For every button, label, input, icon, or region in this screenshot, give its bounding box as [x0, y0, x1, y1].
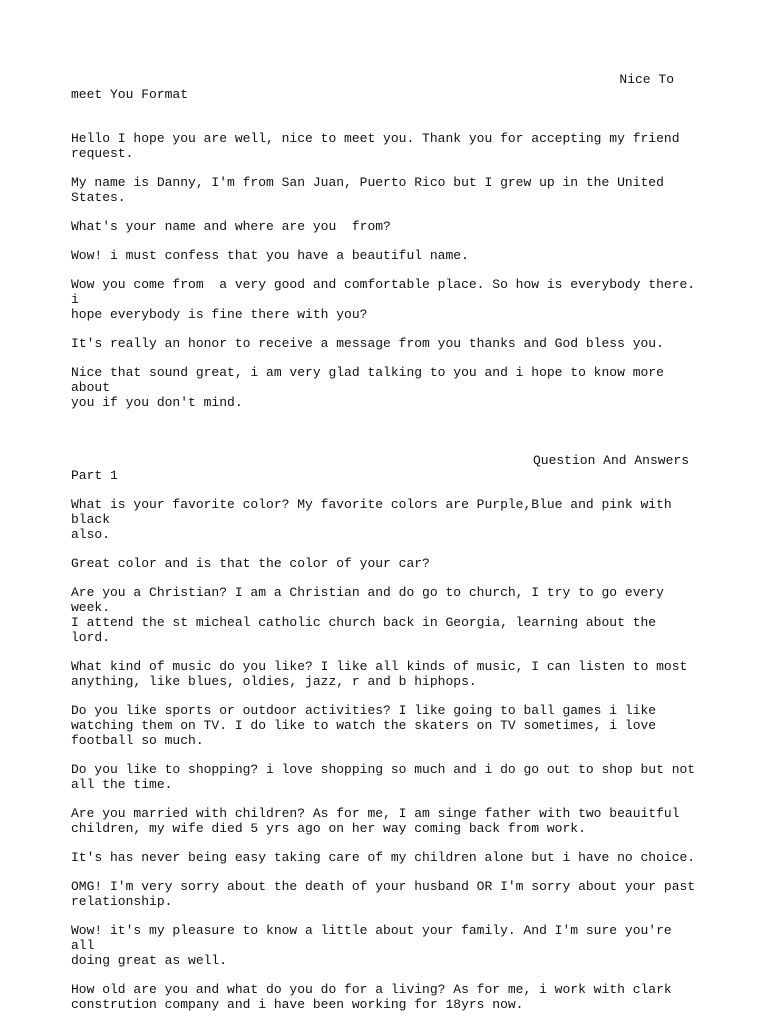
- paragraph: Nice that sound great, i am very glad talking to you and i hope to know more about you if you don't mind.: [71, 365, 664, 410]
- paragraph: OMG! I'm very sorry about the death of your husband OR I'm sorry about your past relationship.: [71, 879, 696, 909]
- section-title-right: Nice To: [619, 72, 674, 87]
- paragraph: What kind of music do you like? I like all kinds of music, I can listen to most anything, like blues, oldies, jazz, r and b hiphops.: [71, 659, 688, 689]
- paragraph: Wow! it's my pleasure to know a little about your family. And I'm sure you're all doing great as well.: [71, 923, 672, 968]
- paragraph: Wow! i must confess that you have a beautiful name.: [71, 248, 469, 263]
- paragraph: Great color and is that the color of your car?: [71, 556, 430, 571]
- paragraph: Are you a Christian? I am a Christian and do go to church, I try to go every week. I attend the st micheal catholic church back in Georgia, learning about the lord.: [71, 585, 664, 645]
- paragraph: Do you like to shopping? i love shopping so much and i do go out to shop but not all the time.: [71, 762, 696, 792]
- paragraph: Wow you come from a very good and comfortable place. So how is everybody there. i hope everybody is fine there with you?: [71, 277, 696, 322]
- paragraph: My name is Danny, I'm from San Juan, Puerto Rico but I grew up in the United States.: [71, 175, 664, 205]
- paragraph: It's really an honor to receive a message from you thanks and God bless you.: [71, 336, 664, 351]
- paragraph: What's your name and where are you from?: [71, 219, 391, 234]
- document-page: [71, 72, 701, 1012]
- paragraph: It's has never being easy taking care of my children alone but i have no choice.: [71, 850, 696, 865]
- paragraph: Hello I hope you are well, nice to meet you. Thank you for accepting my friend request.: [71, 131, 680, 161]
- section-title-right: Question And Answers: [532, 453, 689, 468]
- paragraph: Do you like sports or outdoor activities? I like going to ball games i like watching them on TV. I do like to watch the skaters on TV sometimes, i love football so much.: [71, 703, 657, 748]
- paragraph: What is your favorite color? My favorite colors are Purple,Blue and pink with black also.: [71, 497, 672, 542]
- intro-section: [71, 72, 701, 410]
- qa-section: [71, 453, 701, 1012]
- paragraph: How old are you and what do you do for a living? As for me, i work with clark constrution company and i have been working for 18yrs now.: [71, 982, 672, 1012]
- section-title-left: Part 1: [71, 468, 118, 483]
- section-title-left: meet You Format: [71, 87, 189, 102]
- paragraph: Are you married with children? As for me, I am singe father with two beauitful children, my wife died 5 yrs ago on her way coming back from work.: [71, 806, 680, 836]
